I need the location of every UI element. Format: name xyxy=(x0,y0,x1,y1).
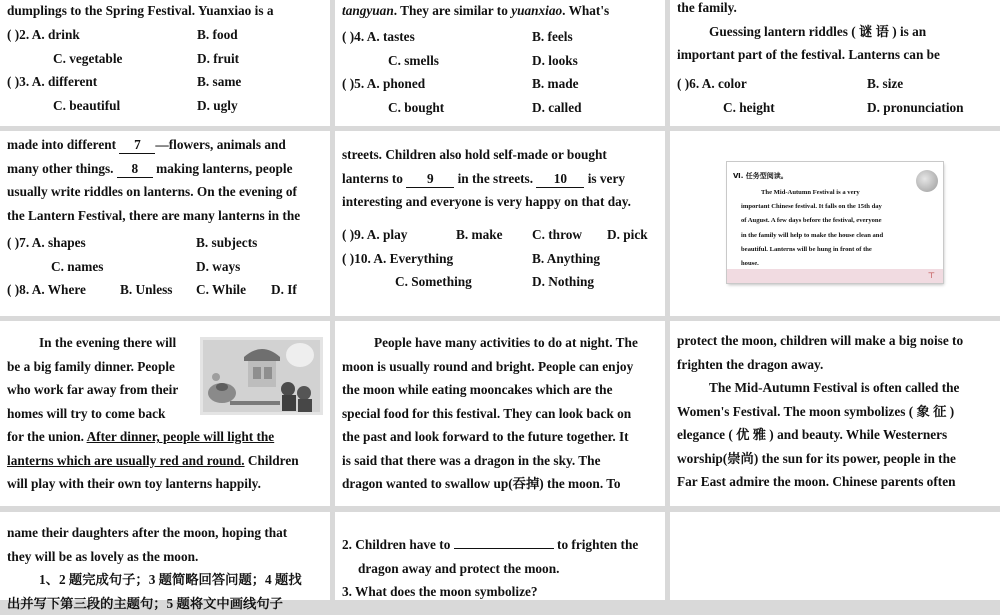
option-b-q4: B. feels xyxy=(532,29,573,44)
option-row xyxy=(677,72,993,96)
option-d-q4: D. looks xyxy=(532,52,578,68)
option-b-q10: B. Anything xyxy=(532,250,600,266)
thumbnail-footer-band xyxy=(727,269,943,283)
question-2-cont: dragon away and protect the moon. xyxy=(358,560,560,576)
option-row xyxy=(7,255,323,279)
passage-text: is very xyxy=(584,170,625,186)
blank-8: 8 xyxy=(117,160,153,178)
instruction-text: 1、2 题完成句子；3 题简略回答问题；4 题找 xyxy=(39,572,302,587)
panel-r4c3-empty xyxy=(670,512,1000,600)
passage-text: the family. xyxy=(677,0,737,15)
passage-text: important part of the festival. Lanterns can be xyxy=(677,47,940,62)
underlined-sentence: After dinner, people will light the xyxy=(86,429,275,444)
passage-text: Children xyxy=(244,452,299,468)
blank-9: 9 xyxy=(406,170,454,188)
blank-7: 7 xyxy=(119,136,155,154)
option-b-q2: B. food xyxy=(197,27,238,42)
passage-paragraph xyxy=(7,521,323,615)
panel-r2c1 xyxy=(0,131,330,316)
option-row xyxy=(7,70,323,94)
thumbnail-text xyxy=(741,186,937,271)
passage-text: The Mid-Autumn Festival is often called the xyxy=(709,380,960,395)
thumbnail-line: important Chinese festival. It falls on the 15th day xyxy=(741,203,882,211)
instruction-text: 出并写下第三段的主题句；5 题将文中画线句子 xyxy=(7,595,283,611)
options-q2-q3 xyxy=(7,23,323,117)
option-row xyxy=(7,23,323,47)
option-c-q10: C. Something xyxy=(395,274,472,289)
option-d-q3: D. ugly xyxy=(197,97,238,113)
question-3: 3. What does the moon symbolize? xyxy=(342,584,538,599)
option-b-q3: B. same xyxy=(197,74,242,89)
option-row xyxy=(7,231,323,255)
passage-text: lanterns to xyxy=(342,170,407,186)
option-d-q6: D. pronunciation xyxy=(867,99,964,115)
passage-text: be a big family dinner. People xyxy=(7,358,175,374)
option-c-q9: C. throw xyxy=(532,227,582,242)
passage-text: interesting and everyone is very happy on that day. xyxy=(342,194,631,209)
thumbnail-line: of August. A few days before the festival, everyone xyxy=(741,217,882,225)
answer-blank-q2[interactable] xyxy=(454,548,554,549)
passage-text: streets. Children also hold self-made or bought xyxy=(342,147,607,162)
passage-text: many other things. xyxy=(7,160,117,176)
option-c-q6: C. height xyxy=(723,99,775,115)
option-d-q7: D. ways xyxy=(196,258,241,274)
option-row xyxy=(7,278,323,302)
option-c-q8: C. While xyxy=(196,282,246,297)
option-a-q4: ( )4. A. tastes xyxy=(342,29,415,44)
options-q4-q5 xyxy=(342,25,658,119)
options-q6 xyxy=(677,72,993,119)
option-row xyxy=(342,72,658,96)
option-a-q5: ( )5. A. phoned xyxy=(342,76,426,91)
question-list xyxy=(342,533,658,604)
panel-r1c1 xyxy=(0,0,330,126)
passage-text: special food for this festival. They can look back on xyxy=(342,405,632,421)
thumbnail-line: in the family will help to make the house clean and xyxy=(741,231,884,239)
option-row xyxy=(342,25,658,49)
passage-text: . They are similar to xyxy=(393,3,512,18)
option-a-q8: ( )8. A. Where xyxy=(7,282,86,297)
option-a-q3: ( )3. A. different xyxy=(7,74,98,89)
panel-r3c3 xyxy=(670,321,1000,506)
option-b-q7: B. subjects xyxy=(196,235,258,250)
option-row xyxy=(342,49,658,73)
option-row xyxy=(677,96,993,120)
option-b-q5: B. made xyxy=(532,76,579,91)
passage-text: Women's Festival. The moon symbolizes ( 象 征 ) xyxy=(677,403,955,419)
passage-text: making lanterns, people xyxy=(152,160,293,176)
passage-paragraph xyxy=(342,331,658,496)
passage-text: they will be as lovely as the moon. xyxy=(7,548,199,564)
option-row xyxy=(342,96,658,120)
option-a-q7: ( )7. A. shapes xyxy=(7,235,86,250)
thumbnail-line: beautiful. Lanterns will be hung in front of the xyxy=(741,245,872,253)
option-a-q2: ( )2. A. drink xyxy=(7,27,80,42)
option-c-q3: C. beautiful xyxy=(53,97,121,113)
blank-10: 10 xyxy=(536,170,584,188)
option-row xyxy=(342,247,658,271)
thumbnail-line: house. xyxy=(741,260,759,268)
option-a-q6: ( )6. A. color xyxy=(677,76,747,91)
passage-text: in the streets. xyxy=(454,170,537,186)
passage-text: dragon wanted to swallow up(吞掉) the moon. To xyxy=(342,476,621,491)
panel-r4c2 xyxy=(335,512,665,600)
passage-text: dumplings to the Spring Festival. Yuanxiao is a xyxy=(7,3,274,18)
option-row xyxy=(7,94,323,118)
option-b-q6: B. size xyxy=(867,76,904,91)
passage-paragraph xyxy=(677,329,993,494)
option-d-q5: D. called xyxy=(532,99,582,115)
option-row xyxy=(7,47,323,71)
option-row xyxy=(342,270,658,294)
passage-text: homes will try to come back xyxy=(7,405,166,421)
options-q7-q8 xyxy=(7,231,323,302)
option-c-q4: C. smells xyxy=(388,52,439,68)
passage-text: the moon while eating mooncakes which are the xyxy=(342,382,613,397)
passage-text: People have many activities to do at night. The xyxy=(374,335,638,350)
slide-thumbnail[interactable] xyxy=(727,162,943,283)
passage-text: . What's xyxy=(562,3,610,18)
thumbnail-title: Ⅵ. 任务型阅读。 xyxy=(733,172,788,180)
passage-text: moon is usually round and bright. People can enjoy xyxy=(342,358,634,374)
option-a-q10: ( )10. A. Everything xyxy=(342,250,454,266)
passage-text: will play with their own toy lanterns happily. xyxy=(7,476,261,491)
panel-r1c3 xyxy=(670,0,1000,126)
option-d-q9: D. pick xyxy=(607,227,648,242)
passage-text: frighten the dragon away. xyxy=(677,356,824,372)
option-c-q7: C. names xyxy=(51,258,104,274)
passage-text: worship(崇尚) the sun for its power, people in the xyxy=(677,450,956,466)
italic-word: tangyuan xyxy=(342,3,394,18)
corner-mark-icon: ⊤ xyxy=(927,271,935,280)
option-c-q2: C. vegetable xyxy=(53,50,123,66)
passage-text: usually write riddles on lanterns. On the evening of xyxy=(7,184,297,199)
passage-paragraph xyxy=(7,331,323,496)
italic-word: yuanxiao xyxy=(511,3,563,18)
passage-text: protect the moon, children will make a big noise to xyxy=(677,333,964,348)
panel-r1c2 xyxy=(335,0,665,126)
passage-paragraph xyxy=(7,133,323,227)
passage-text: elegance ( 优 雅 ) and beauty. While Westerners xyxy=(677,427,948,442)
passage-text: who work far away from their xyxy=(7,382,179,397)
passage-text: made into different xyxy=(7,137,120,152)
passage-text: In the evening there will xyxy=(39,335,177,350)
passage-text: is said that there was a dragon in the sky. The xyxy=(342,452,601,468)
option-b-q8: B. Unless xyxy=(120,282,173,297)
option-d-q2: D. fruit xyxy=(197,50,240,66)
passage-line xyxy=(7,0,323,23)
option-a-q9: ( )9. A. play xyxy=(342,227,408,242)
passage-text: —flowers, animals and xyxy=(155,137,286,152)
question-2: 2. Children have to xyxy=(342,537,454,552)
passage-text: Far East admire the moon. Chinese parents often xyxy=(677,474,956,489)
panel-r3c1 xyxy=(0,321,330,506)
passage-text: Guessing lantern riddles ( 谜 语 ) is an xyxy=(709,23,927,39)
option-d-q10: D. Nothing xyxy=(532,274,595,289)
panel-r4c1 xyxy=(0,512,330,611)
passage-line xyxy=(342,0,658,23)
passage-text: for the union. xyxy=(7,429,87,444)
passage-text: the past and look forward to the future together. It xyxy=(342,429,629,444)
panel-r3c2 xyxy=(335,321,665,506)
options-q9-q10 xyxy=(342,223,658,294)
thumbnail-line: The Mid-Autumn Festival is a very xyxy=(761,189,860,196)
passage-text: name their daughters after the moon, hoping that xyxy=(7,525,288,540)
passage-text: the Lantern Festival, there are many lanterns in the xyxy=(7,207,301,223)
option-c-q5: C. bought xyxy=(388,99,445,115)
option-row xyxy=(342,223,658,247)
option-d-q8: D. If xyxy=(271,282,297,297)
passage-paragraph xyxy=(342,143,658,214)
question-2-cont: to frighten the xyxy=(553,537,639,552)
panel-r2c2 xyxy=(335,131,665,316)
passage-paragraph xyxy=(677,0,993,67)
underlined-sentence: lanterns which are usually red and round. xyxy=(7,452,245,468)
option-b-q9: B. make xyxy=(456,227,503,242)
